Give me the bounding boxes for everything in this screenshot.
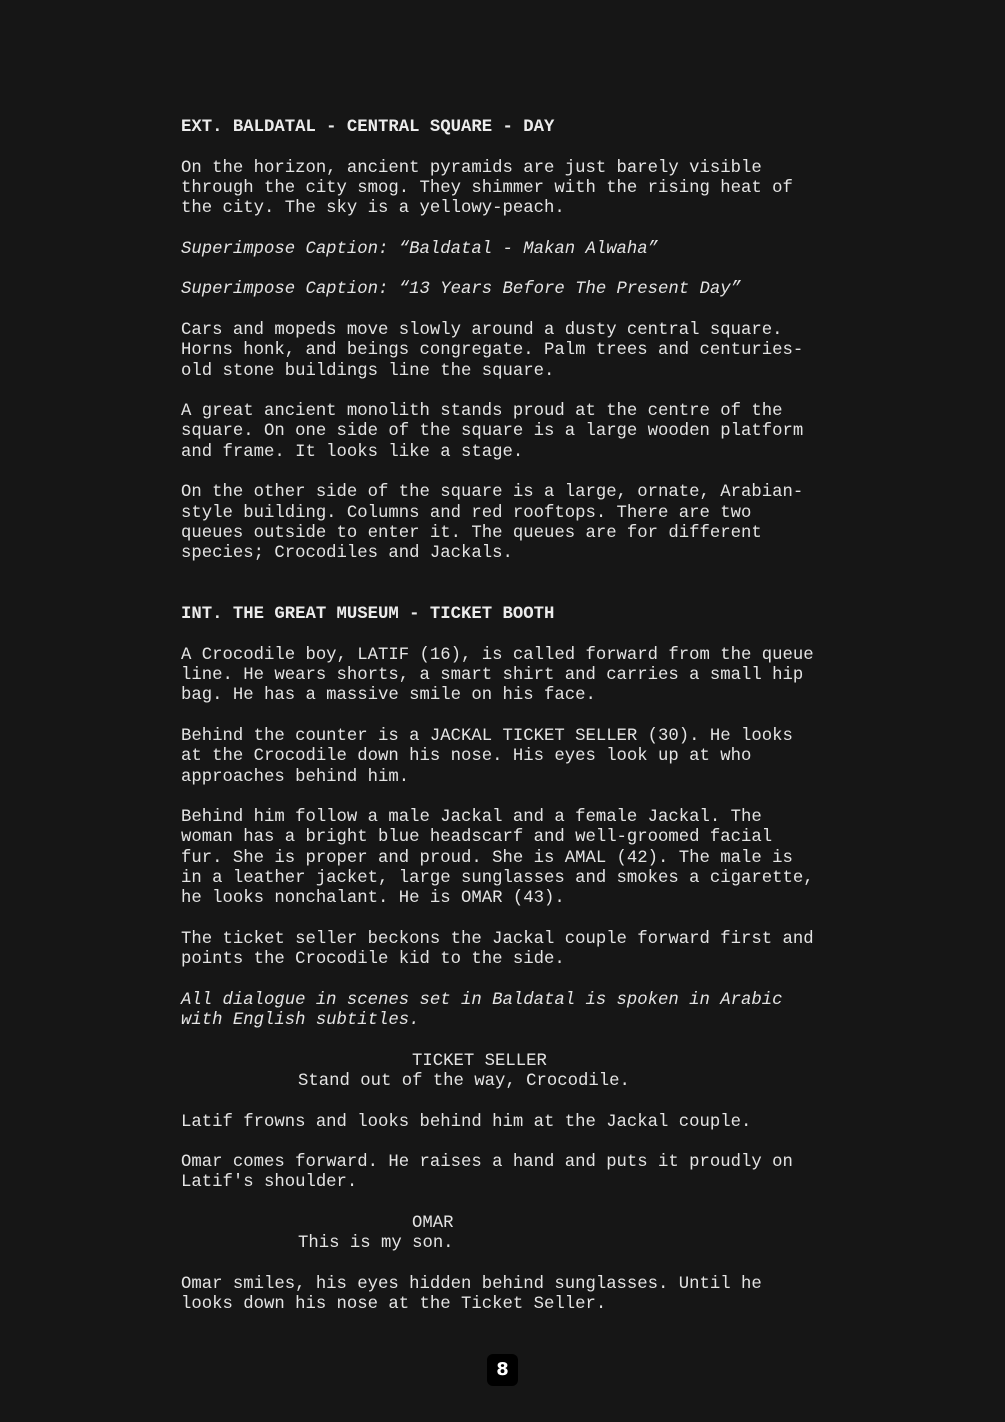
page-number-badge: 8	[487, 1354, 518, 1386]
action-paragraph: Latif frowns and looks behind him at the Jackal couple.	[181, 1112, 752, 1132]
action-paragraph: On the other side of the square is a large, ornate, Arabian- style building. Columns and red rooftops. There are two queues outside to enter it. The queues are for different species; Crocodiles and Jackals.	[181, 483, 804, 564]
character-name: TICKET SELLER	[412, 1051, 547, 1071]
dialogue-line: This is my son.	[298, 1234, 454, 1254]
action-paragraph: Omar smiles, his eyes hidden behind sunglasses. Until he looks down his nose at the Ticket Seller.	[181, 1274, 762, 1315]
action-paragraph: Omar comes forward. He raises a hand and puts it proudly on Latif's shoulder.	[181, 1153, 793, 1193]
scene-heading: EXT. BALDATAL - CENTRAL SQUARE - DAY	[181, 118, 555, 137]
screenplay-page	[181, 118, 941, 1316]
action-paragraph: A great ancient monolith stands proud at the centre of the square. On one side of the square is a large wooden platform and frame. It looks like a stage.	[181, 402, 804, 462]
action-paragraph: On the horizon, ancient pyramids are just barely visible through the city smog. They shimmer with the rising heat of the city. The sky is a yellowy-peach.	[181, 158, 793, 219]
caption-line: Superimpose Caption: “13 Years Before The Present Day”	[181, 280, 742, 300]
action-paragraph: A Crocodile boy, LATIF (16), is called forward from the queue line. He wears shorts, a smart shirt and carries a small hip bag. He has a massive smile on his face.	[181, 645, 814, 706]
scene-note: All dialogue in scenes set in Baldatal is spoken in Arabic with English subtitles.	[181, 990, 783, 1031]
caption-line: Superimpose Caption: “Baldatal - Makan Alwaha”	[181, 239, 659, 259]
action-paragraph: Behind him follow a male Jackal and a female Jackal. The woman has a bright blue headscarf and well-groomed facial fur. She is proper and proud. She is AMAL (42). The male is in a leather jacket, large sunglasses and smokes a cigarette, he looks nonchalant. He is OMAR (43).	[181, 808, 814, 909]
scene-heading: INT. THE GREAT MUSEUM - TICKET BOOTH	[181, 605, 555, 625]
action-paragraph: Behind the counter is a JACKAL TICKET SELLER (30). He looks at the Crocodile down his nose. His eyes look up at who approaches behind him.	[181, 726, 793, 787]
dialogue-line: Stand out of the way, Crocodile.	[298, 1071, 630, 1091]
character-name: OMAR	[412, 1214, 454, 1234]
action-paragraph: Cars and mopeds move slowly around a dusty central square. Horns honk, and beings congregate. Palm trees and centuries- old stone buildings line the square.	[181, 320, 804, 381]
action-paragraph: The ticket seller beckons the Jackal couple forward first and points the Crocodile kid to the side.	[181, 929, 814, 970]
